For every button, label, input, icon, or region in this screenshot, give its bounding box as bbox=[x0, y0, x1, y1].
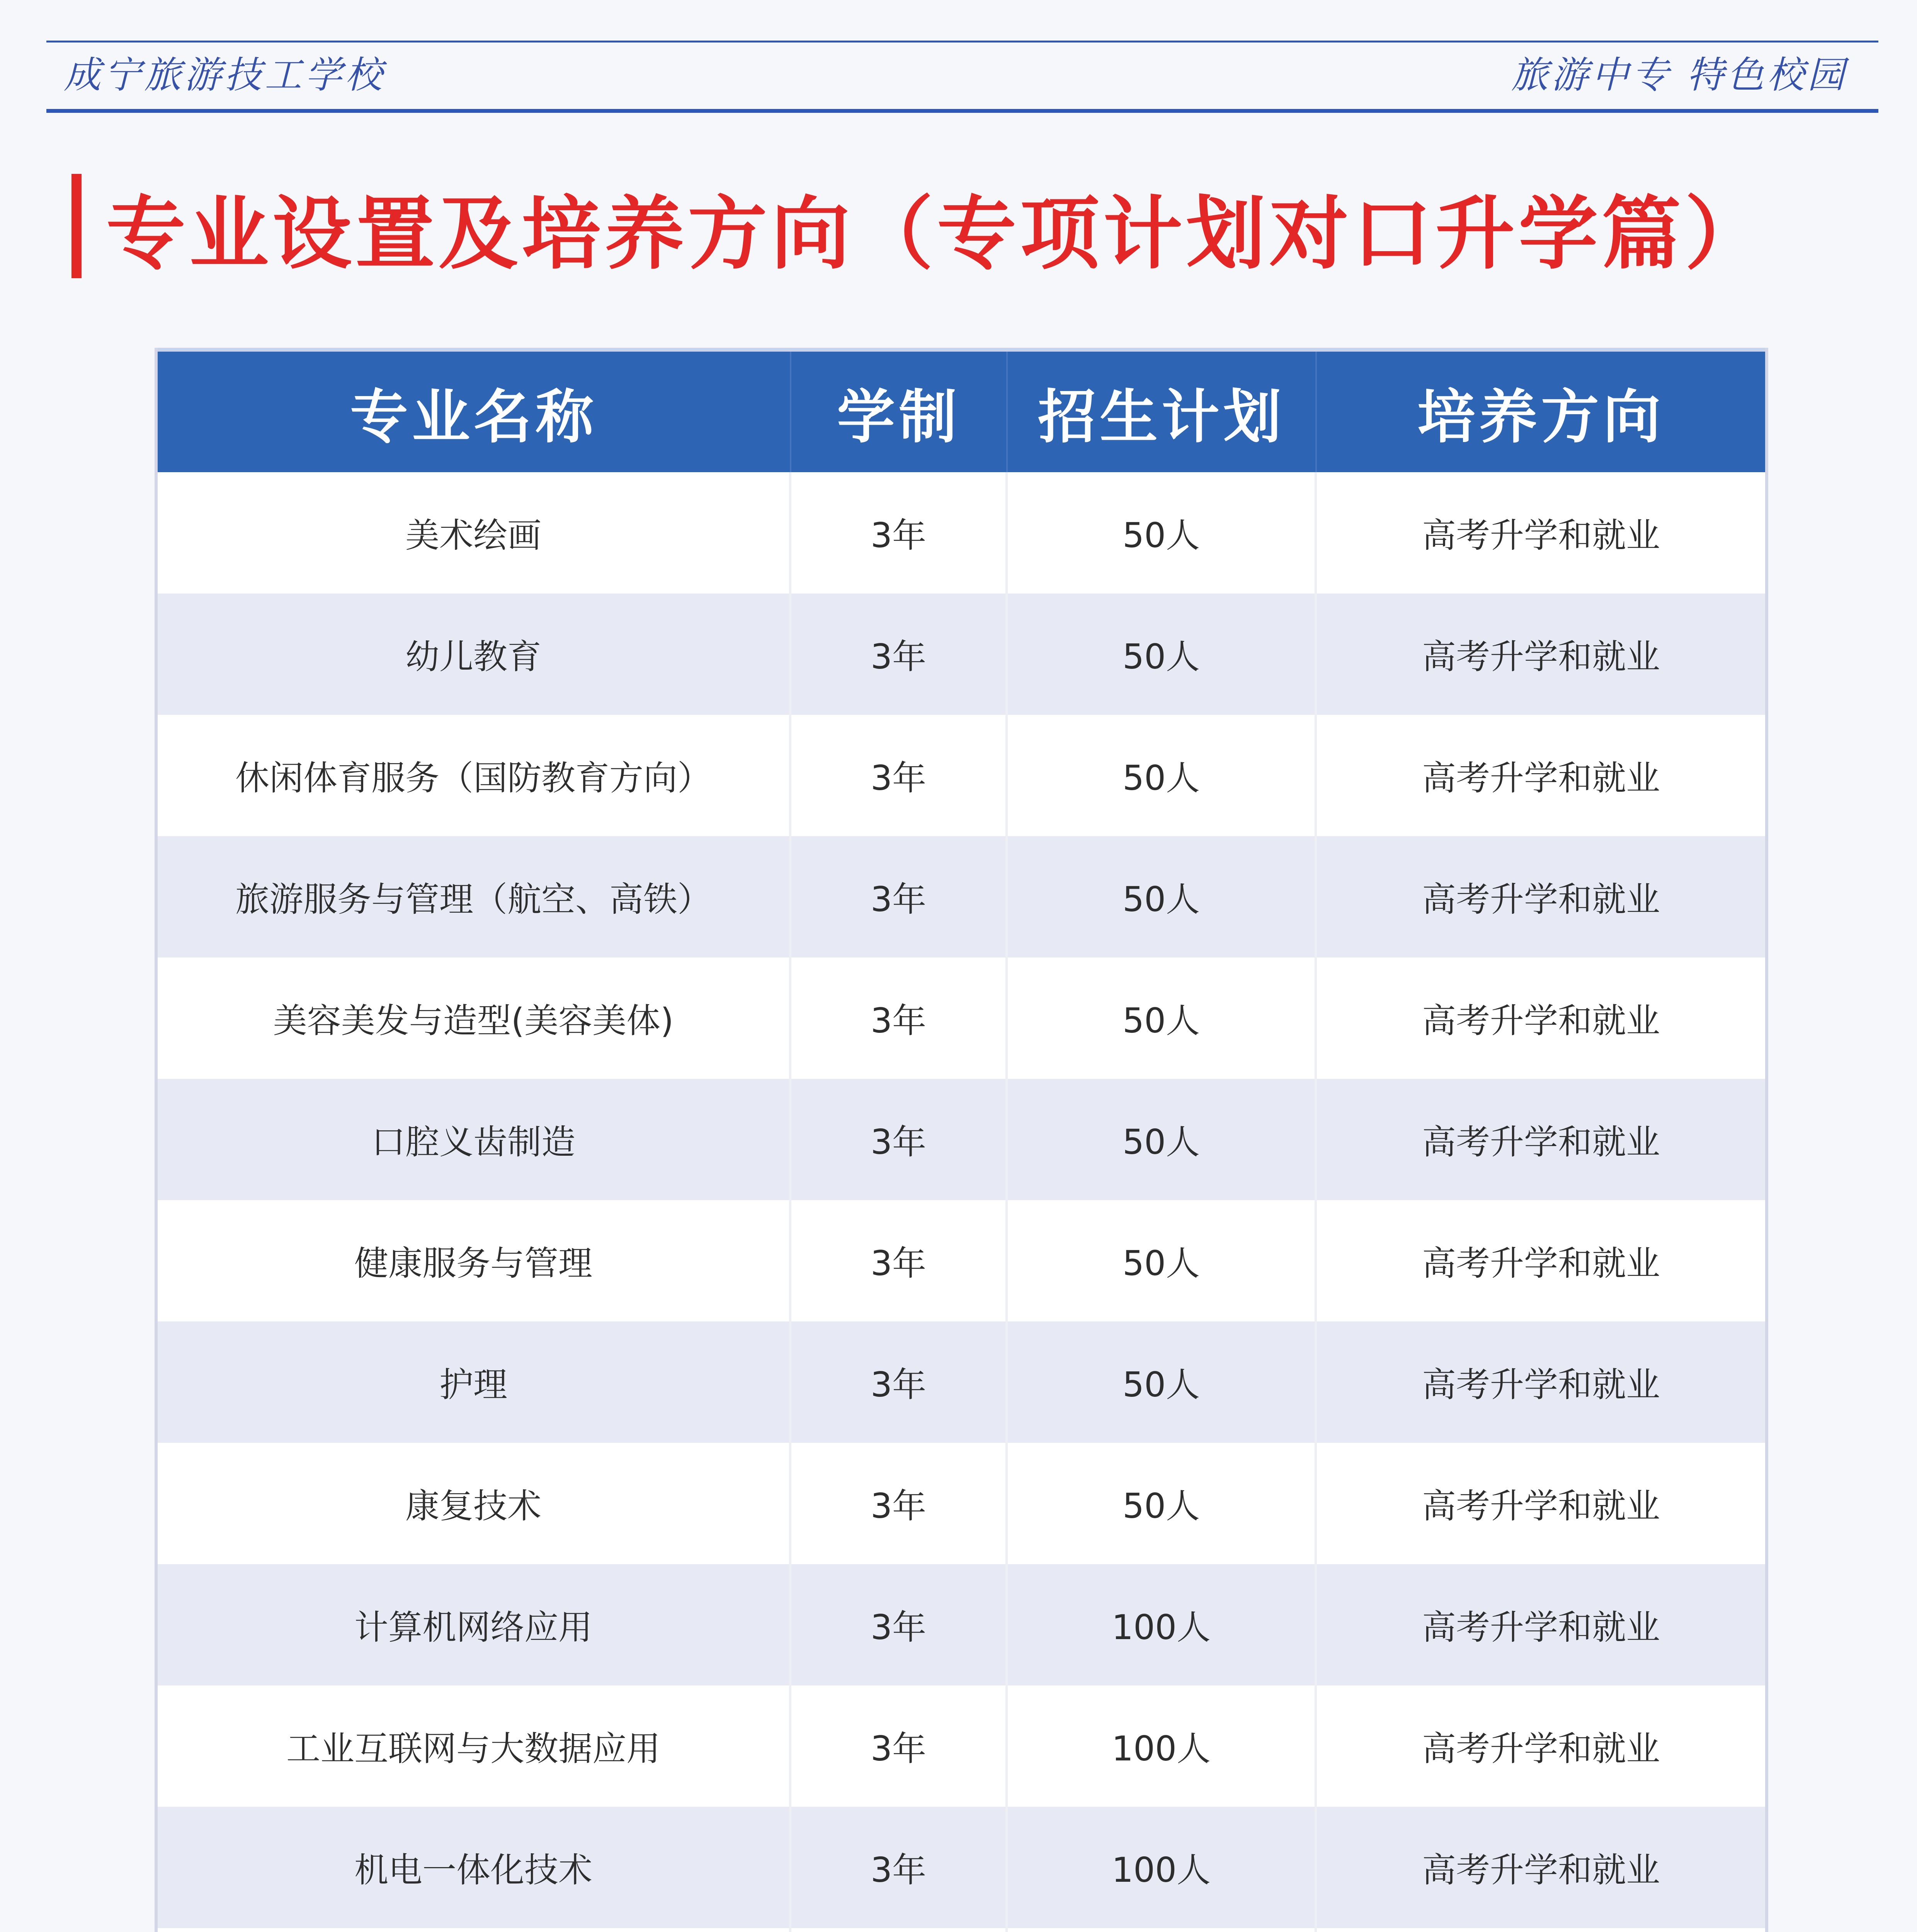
column-header-duration: 学制 bbox=[791, 352, 1008, 472]
cell-direction: 高考升学和就业 bbox=[1422, 1365, 1660, 1405]
cell-duration: 3年 bbox=[791, 1807, 1008, 1928]
cell-duration: 3年 bbox=[791, 472, 1008, 594]
table-row bbox=[158, 836, 1765, 957]
cell-direction: 高考升学和就业 bbox=[1422, 1729, 1660, 1769]
column-header-enrollment: 招生计划 bbox=[1008, 352, 1317, 472]
cell-major: 休闲体育服务（国防教育方向） bbox=[158, 715, 791, 836]
cell-major: 幼儿教育 bbox=[158, 594, 791, 715]
table-row bbox=[158, 1200, 1765, 1321]
cell-major: 康复技术 bbox=[158, 1443, 791, 1564]
cell-direction bbox=[1317, 1928, 1765, 1932]
cell-duration: 3年 bbox=[791, 1564, 1008, 1685]
cell-enrollment bbox=[1008, 1928, 1317, 1932]
table-row bbox=[158, 957, 1765, 1079]
cell-duration: 3年 bbox=[791, 957, 1008, 1079]
cell-enrollment: 100人 bbox=[1008, 1807, 1317, 1928]
cell-major: 旅游服务与管理（航空、高铁） bbox=[158, 836, 791, 957]
table-header bbox=[158, 348, 1765, 472]
cell-duration: 3年 bbox=[791, 1685, 1008, 1807]
cell-duration: 3年 bbox=[791, 1079, 1008, 1200]
cell-direction: 高考升学和就业 bbox=[1422, 1001, 1660, 1041]
cell-major: 健康服务与管理 bbox=[158, 1200, 791, 1321]
cell-direction: 高考升学和就业 bbox=[1422, 1607, 1660, 1647]
cell-duration: 3年 bbox=[791, 1200, 1008, 1321]
page-title: 专业设置及培养方向（专项计划对口升学篇） bbox=[106, 188, 1768, 280]
cell-direction: 高考升学和就业 bbox=[1422, 1486, 1660, 1526]
cell-direction: 高考升学和就业 bbox=[1422, 1122, 1660, 1162]
cell-direction: 高考升学和就业 bbox=[1422, 515, 1660, 555]
table-row bbox=[158, 715, 1765, 836]
table-row bbox=[158, 1807, 1765, 1928]
cell-enrollment: 50人 bbox=[1008, 1443, 1317, 1564]
cell-enrollment: 50人 bbox=[1008, 1079, 1317, 1200]
majors-table bbox=[155, 348, 1768, 1932]
cell-duration: 3年 bbox=[791, 836, 1008, 957]
cell-enrollment: 50人 bbox=[1008, 594, 1317, 715]
cell-major: 护理 bbox=[158, 1321, 791, 1443]
header-top-rule bbox=[46, 41, 1878, 43]
cell-direction: 高考升学和就业 bbox=[1422, 1243, 1660, 1283]
header-rule bbox=[46, 109, 1878, 113]
cell-major: 计算机网络应用 bbox=[158, 1564, 791, 1685]
header-slogan: 旅游中专 特色校园 bbox=[1511, 53, 1847, 97]
cell-direction: 高考升学和就业 bbox=[1422, 758, 1660, 798]
cell-enrollment: 50人 bbox=[1008, 715, 1317, 836]
cell-major bbox=[158, 1928, 791, 1932]
cell-enrollment: 50人 bbox=[1008, 957, 1317, 1079]
table-row bbox=[158, 1079, 1765, 1200]
cell-enrollment: 50人 bbox=[1008, 1321, 1317, 1443]
table-row bbox=[158, 472, 1765, 594]
cell-duration: 3年 bbox=[791, 1321, 1008, 1443]
column-header-major: 专业名称 bbox=[158, 352, 791, 472]
table-body bbox=[158, 472, 1765, 1932]
header-school-name: 成宁旅游技工学校 bbox=[64, 53, 385, 97]
table-row bbox=[158, 1321, 1765, 1443]
cell-duration bbox=[791, 1928, 1008, 1932]
cell-major: 机电一体化技术 bbox=[158, 1807, 791, 1928]
cell-enrollment: 50人 bbox=[1008, 836, 1317, 957]
column-header-direction: 培养方向 bbox=[1417, 384, 1665, 451]
cell-direction: 高考升学和就业 bbox=[1422, 1850, 1660, 1890]
cell-enrollment: 100人 bbox=[1008, 1564, 1317, 1685]
table-row bbox=[158, 1443, 1765, 1564]
cell-duration: 3年 bbox=[791, 594, 1008, 715]
cell-duration: 3年 bbox=[791, 1443, 1008, 1564]
title-accent-bar bbox=[71, 174, 82, 278]
cell-enrollment: 50人 bbox=[1008, 1200, 1317, 1321]
cell-direction: 高考升学和就业 bbox=[1422, 879, 1660, 919]
cell-major: 口腔义齿制造 bbox=[158, 1079, 791, 1200]
cell-enrollment: 50人 bbox=[1008, 472, 1317, 594]
cell-major: 工业互联网与大数据应用 bbox=[158, 1685, 791, 1807]
table-row bbox=[158, 594, 1765, 715]
table-row bbox=[158, 1564, 1765, 1685]
cell-major: 美术绘画 bbox=[158, 472, 791, 594]
table-row bbox=[158, 1685, 1765, 1807]
cell-direction: 高考升学和就业 bbox=[1422, 637, 1660, 677]
cell-duration: 3年 bbox=[791, 715, 1008, 836]
cell-enrollment: 100人 bbox=[1008, 1685, 1317, 1807]
cell-major: 美容美发与造型(美容美体) bbox=[158, 957, 791, 1079]
table-row bbox=[158, 1928, 1765, 1932]
